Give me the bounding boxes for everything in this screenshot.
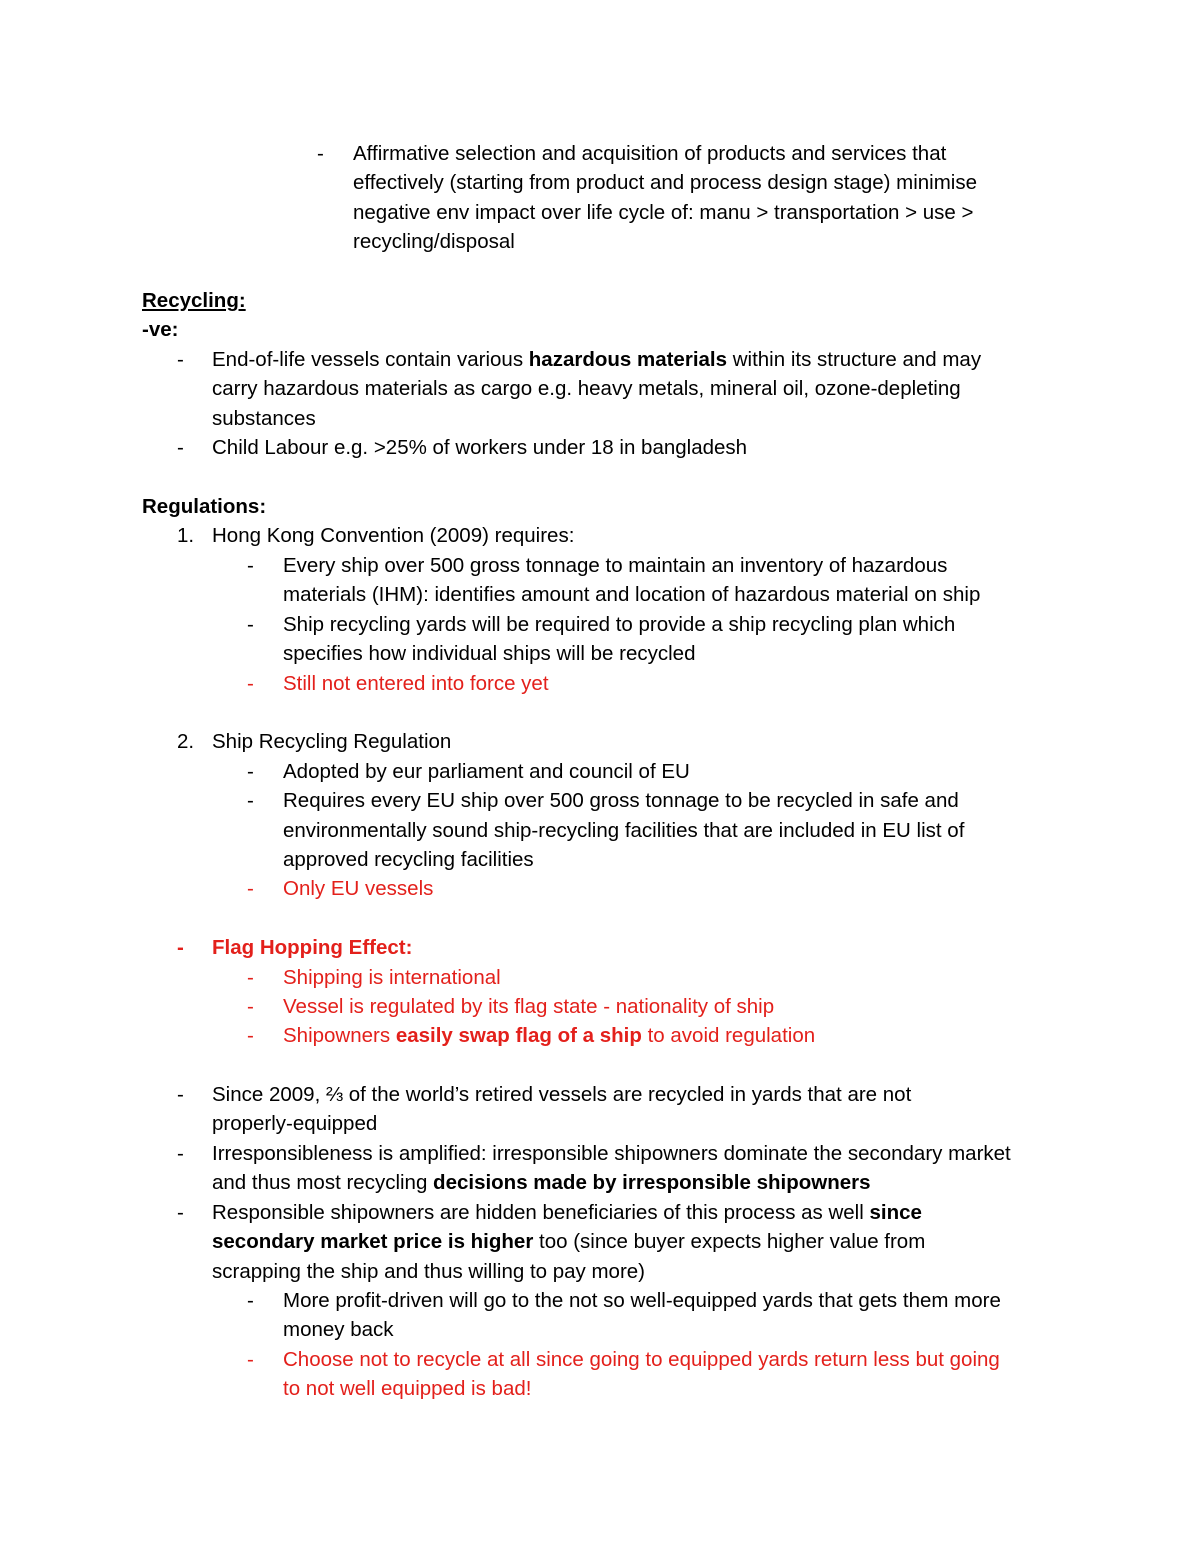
market-sub-2-line-1: Choose not to recycle at all since going to equipped yards return less but going — [283, 1348, 1000, 1371]
bullet-marker: - — [177, 936, 184, 959]
bullet-marker: - — [247, 966, 254, 989]
hk-sub-2-line-1: Ship recycling yards will be required to provide a ship recycling plan which — [283, 613, 956, 636]
regulations-heading: Regulations: — [142, 495, 267, 518]
negatives-label: -ve: — [142, 318, 179, 341]
flag-sub-3-line-1: Shipowners easily swap flag of a ship to avoid regulation — [283, 1024, 816, 1047]
market-item-3-line-3: scrapping the ship and thus willing to pay more) — [212, 1260, 646, 1283]
bullet-marker: - — [247, 789, 254, 812]
list-number: 1. — [177, 524, 195, 547]
bullet-marker: - — [247, 877, 254, 900]
bullet-marker: - — [247, 760, 254, 783]
bullet-marker: - — [177, 1083, 184, 1106]
hk-sub-2-line-2: specifies how individual ships will be recycled — [283, 642, 696, 665]
intro-bullet-marker: - — [317, 142, 324, 165]
srr-sub-2-line-2: environmentally sound ship-recycling facilities that are included in EU list of — [283, 819, 965, 842]
bullet-marker: - — [247, 554, 254, 577]
ship-recycling-regulation-title: Ship Recycling Regulation — [212, 730, 452, 753]
child-labour-line: Child Labour e.g. >25% of workers under 18 in bangladesh — [212, 436, 748, 459]
market-item-3-line-2: secondary market price is higher too (since buyer expects higher value from — [212, 1230, 926, 1253]
market-item-1-line-1: Since 2009, ⅔ of the world’s retired vessels are recycled in yards that are not — [212, 1083, 912, 1106]
intro-line-1: Affirmative selection and acquisition of products and services that — [353, 142, 947, 165]
flag-sub-2-line-1: Vessel is regulated by its flag state - nationality of ship — [283, 995, 775, 1018]
hk-sub-3-line-1: Still not entered into force yet — [283, 672, 549, 695]
market-item-2-line-2: and thus most recycling decisions made by irresponsible shipowners — [212, 1171, 871, 1194]
market-sub-1-line-1: More profit-driven will go to the not so well-equipped yards that gets them more — [283, 1289, 1001, 1312]
hong-kong-convention-title: Hong Kong Convention (2009) requires: — [212, 524, 575, 547]
hazardous-line-3: substances — [212, 407, 316, 430]
market-sub-2-line-2: to not well equipped is bad! — [283, 1377, 532, 1400]
recycling-heading: Recycling: — [142, 289, 246, 312]
bullet-marker: - — [247, 1289, 254, 1312]
market-item-3-line-1: Responsible shipowners are hidden beneficiaries of this process as well since — [212, 1201, 922, 1224]
hk-sub-1-line-2: materials (IHM): identifies amount and location of hazardous material on ship — [283, 583, 981, 606]
srr-sub-1-line-1: Adopted by eur parliament and council of EU — [283, 760, 690, 783]
market-sub-1-line-2: money back — [283, 1318, 394, 1341]
market-item-2-line-1: Irresponsibleness is amplified: irresponsible shipowners dominate the secondary market — [212, 1142, 1011, 1165]
intro-line-4: recycling/disposal — [353, 230, 515, 253]
intro-line-2: effectively (starting from product and process design stage) minimise — [353, 171, 978, 194]
hazardous-line-1: End-of-life vessels contain various hazardous materials within its structure and may — [212, 348, 982, 371]
srr-sub-3-line-1: Only EU vessels — [283, 877, 434, 900]
bullet-marker: - — [247, 672, 254, 695]
bullet-marker: - — [247, 613, 254, 636]
bullet-marker: - — [177, 1142, 184, 1165]
flag-sub-1-line-1: Shipping is international — [283, 966, 501, 989]
bullet-marker: - — [177, 1201, 184, 1224]
list-number: 2. — [177, 730, 195, 753]
intro-line-3: negative env impact over life cycle of: manu > transportation > use > — [353, 201, 974, 224]
bullet-marker: - — [177, 436, 184, 459]
bullet-marker: - — [247, 995, 254, 1018]
bullet-marker: - — [177, 348, 184, 371]
srr-sub-2-line-3: approved recycling facilities — [283, 848, 534, 871]
bullet-marker: - — [247, 1348, 254, 1371]
hk-sub-1-line-1: Every ship over 500 gross tonnage to maintain an inventory of hazardous — [283, 554, 948, 577]
srr-sub-2-line-1: Requires every EU ship over 500 gross tonnage to be recycled in safe and — [283, 789, 959, 812]
bullet-marker: - — [247, 1024, 254, 1047]
flag-hopping-title: Flag Hopping Effect: — [212, 936, 413, 959]
hazardous-line-2: carry hazardous materials as cargo e.g. heavy metals, mineral oil, ozone-depleting — [212, 377, 961, 400]
market-item-1-line-2: properly-equipped — [212, 1112, 378, 1135]
